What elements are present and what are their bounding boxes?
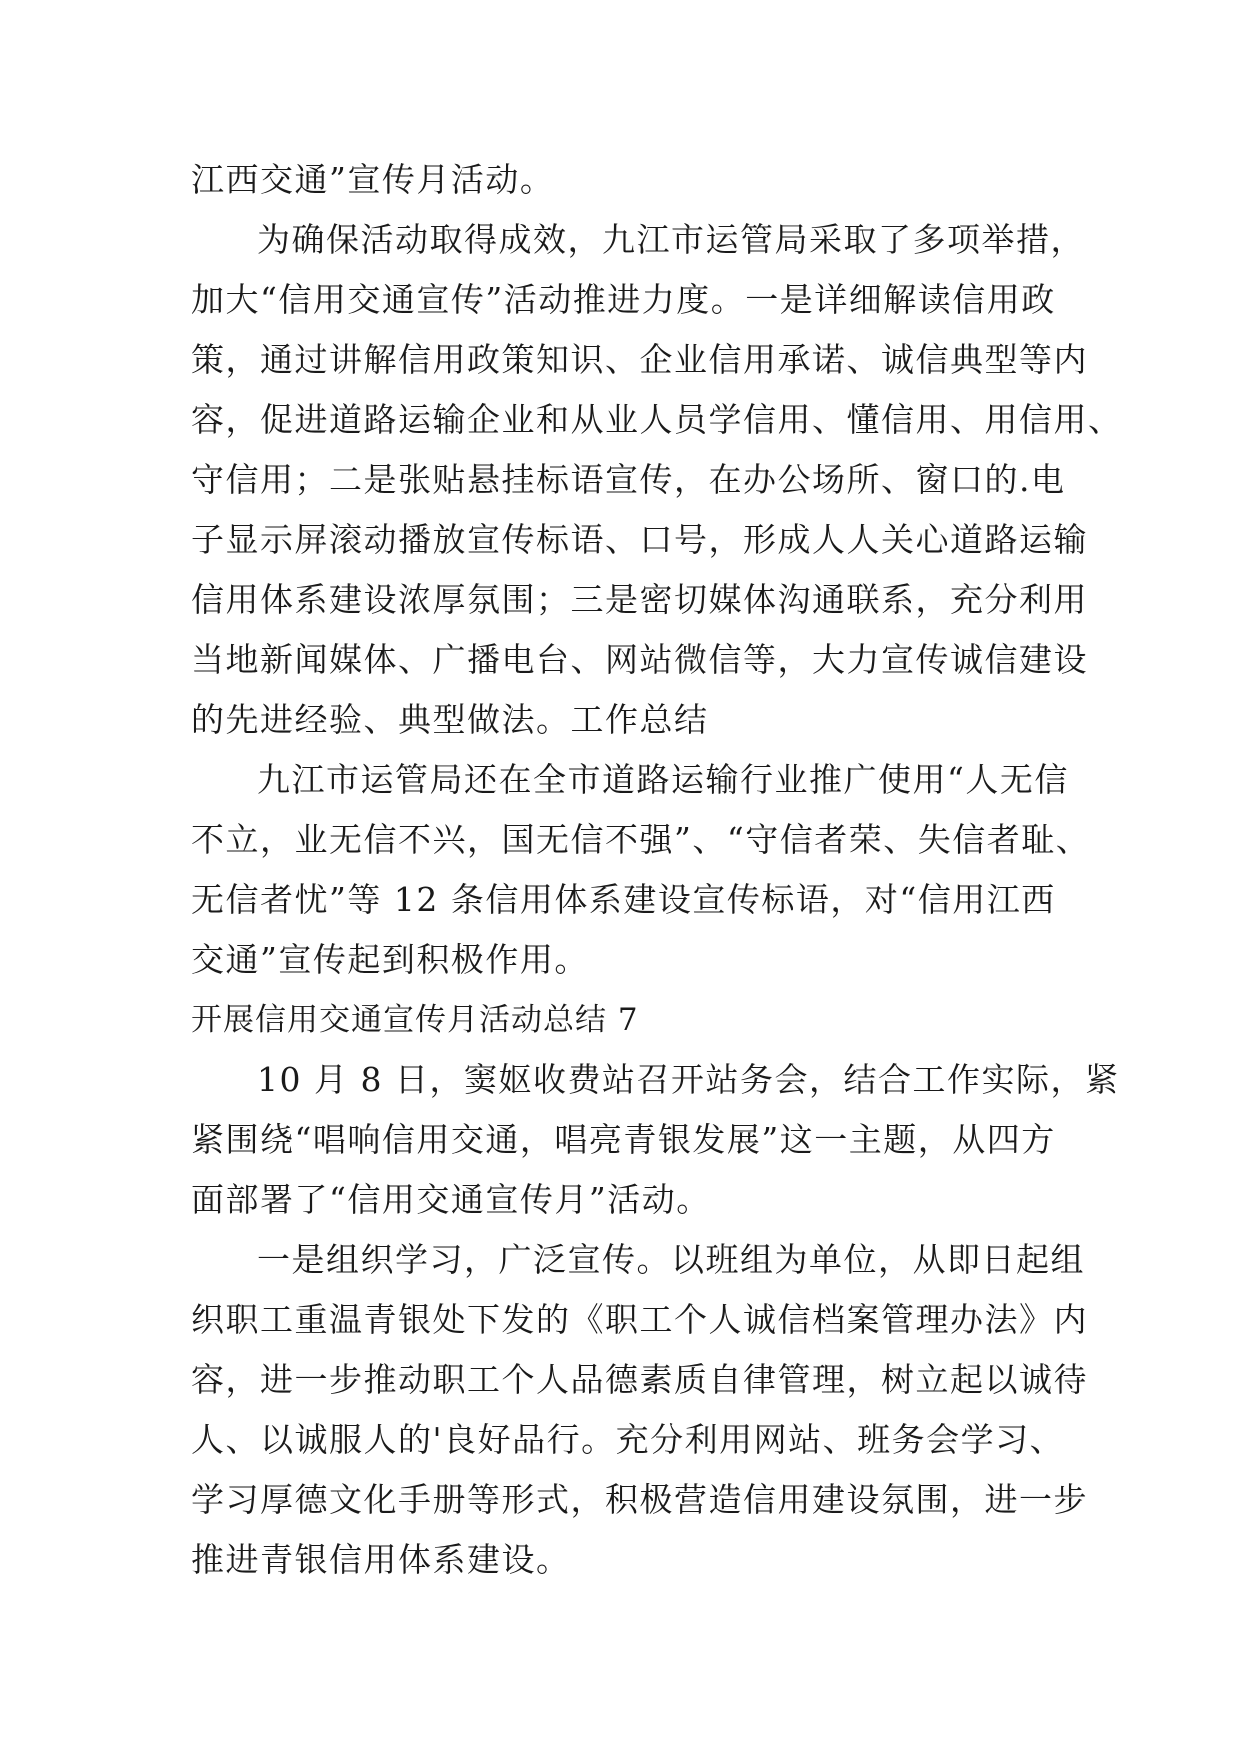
- text-line: 推进青银信用体系建设。: [191, 1540, 571, 1579]
- text-line: 容，促进道路运输企业和从业人员学信用、懂信用、用信用、: [191, 400, 1123, 439]
- text-line: 交通”宣传起到积极作用。: [191, 940, 589, 979]
- text-line: 容，进一步推动职工个人品德素质自律管理，树立起以诚待: [191, 1360, 1088, 1399]
- text-line: 当地新闻媒体、广播电台、网站微信等，大力宣传诚信建设: [191, 640, 1088, 679]
- paragraph-continuation: [191, 150, 1051, 210]
- section-heading: [191, 990, 1051, 1050]
- text-line: 学习厚德文化手册等形式，积极营造信用建设氛围，进一步: [191, 1480, 1088, 1519]
- text-line: 信用体系建设浓厚氛围；三是密切媒体沟通联系，充分利用: [191, 580, 1088, 619]
- text-line: 织职工重温青银处下发的《职工个人诚信档案管理办法》内: [191, 1300, 1088, 1339]
- text-line: 加大“信用交通宣传”活动推进力度。一是详细解读信用政: [191, 280, 1056, 319]
- paragraph-study: [191, 1230, 1088, 1590]
- text-line: 无信者忧”等 12 条信用体系建设宣传标语，对“信用江西: [191, 880, 1056, 919]
- heading-text: 开展信用交通宣传月活动总结 7: [191, 1002, 639, 1038]
- text-line: 的先进经验、典型做法。工作总结: [191, 700, 709, 739]
- text-line: 策，通过讲解信用政策知识、企业信用承诺、诚信典型等内: [191, 340, 1088, 379]
- text-line: 面部署了“信用交通宣传月”活动。: [191, 1180, 711, 1219]
- text-line: 江西交通”宣传月活动。: [191, 160, 555, 199]
- text-line: 为确保活动取得成效，九江市运管局采取了多项举措，: [257, 220, 1085, 259]
- text-line: 紧围绕“唱响信用交通，唱亮青银发展”这一主题，从四方: [191, 1120, 1056, 1159]
- document-page: [191, 150, 1123, 1590]
- text-line: 子显示屏滚动播放宣传标语、口号，形成人人关心道路运输: [191, 520, 1088, 559]
- paragraph-slogans: [191, 750, 1091, 990]
- text-line: 10 月 8 日，窦妪收费站召开站务会，结合工作实际，紧: [257, 1060, 1120, 1099]
- text-line: 不立，业无信不兴，国无信不强”、“守信者荣、失信者耻、: [191, 820, 1091, 859]
- text-line: 守信用；二是张贴悬挂标语宣传，在办公场所、窗口的.电: [191, 460, 1066, 499]
- paragraph-measures: [191, 210, 1123, 750]
- text-line: 人、以诚服人的'良好品行。充分利用网站、班务会学习、: [191, 1420, 1065, 1459]
- paragraph-meeting: [191, 1050, 1120, 1230]
- text-line: 一是组织学习，广泛宣传。以班组为单位，从即日起组: [257, 1240, 1085, 1279]
- text-line: 九江市运管局还在全市道路运输行业推广使用“人无信: [257, 760, 1069, 799]
